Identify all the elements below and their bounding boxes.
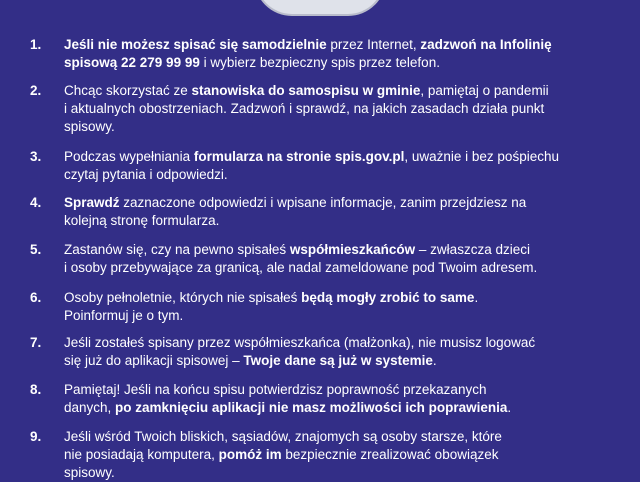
tip-number: 4. <box>30 195 42 210</box>
tip-line <box>64 54 614 72</box>
tip-item-1 <box>0 36 640 84</box>
tip-line <box>64 428 614 446</box>
tip-bold-segment: stanowiska do samospisu w gminie <box>191 83 421 98</box>
tip-text-segment: spisowy. <box>64 465 115 480</box>
tip-line <box>64 148 614 166</box>
tip-text-segment: Jeśli wśród Twoich bliskich, sąsiadów, znajomych są osoby starsze, które <box>64 429 502 444</box>
tip-bold-segment: Twoje dane są już w systemie <box>243 353 433 368</box>
tip-item-5 <box>0 241 640 289</box>
tip-line <box>64 259 614 277</box>
tip-text-segment: spisowy. <box>64 119 115 134</box>
tip-text-segment: Jeśli zostałeś spisany przez współmieszkańca (małżonka), nie musisz logować <box>64 335 536 350</box>
tip-text <box>64 334 614 370</box>
tip-text-segment: Chcąc skorzystać ze <box>64 83 192 98</box>
tip-bold-segment: będą mogły zrobić to same <box>301 290 475 305</box>
tip-line <box>64 307 614 325</box>
tip-text-segment: Poinformuj je o tym. <box>64 308 184 323</box>
tip-number: 5. <box>30 242 42 257</box>
tip-line <box>64 241 614 259</box>
tip-text-segment: nie posiadają komputera, <box>64 447 219 462</box>
tip-line <box>64 399 614 417</box>
tip-text-segment: kolejną stronę formularza. <box>64 213 220 228</box>
tip-line <box>64 36 614 54</box>
tip-line <box>64 212 614 230</box>
tip-number: 3. <box>30 149 42 164</box>
tip-bold-segment: spisową 22 279 99 99 <box>64 55 200 70</box>
tip-text-segment: danych, <box>64 400 116 415</box>
tip-item-3 <box>0 148 640 196</box>
tip-line <box>64 194 614 212</box>
tip-line <box>64 100 614 118</box>
tip-line <box>64 118 614 136</box>
tip-bold-segment: po zamknięciu aplikacji nie masz możliwości ich poprawienia <box>115 400 508 415</box>
tip-text-segment: się już do aplikacji spisowej – <box>64 353 244 368</box>
top-emblem <box>254 0 386 16</box>
tip-bold-segment: Sprawdź <box>64 195 120 210</box>
tip-text <box>64 148 614 184</box>
tip-number: 7. <box>30 335 42 350</box>
tip-line <box>64 289 614 307</box>
tip-bold-segment: pomóż im <box>218 447 282 462</box>
tip-text-segment: przez Internet, <box>326 37 421 52</box>
tip-text-segment: i aktualnych obostrzeniach. Zadzwoń i sprawdź, na jakich zasadach działa punkt <box>64 101 545 116</box>
tip-item-2 <box>0 82 640 134</box>
tip-number: 2. <box>30 83 42 98</box>
tip-number: 1. <box>30 37 42 52</box>
tip-line <box>64 352 614 370</box>
tip-text-segment: Osoby pełnoletnie, których nie spisałeś <box>64 290 302 305</box>
tip-item-7 <box>0 334 640 382</box>
tip-text <box>64 241 614 277</box>
tip-item-6 <box>0 289 640 337</box>
tip-text <box>64 82 614 136</box>
tip-text-segment: i osoby przebywające za granicą, ale nadal zameldowane pod Twoim adresem. <box>64 260 538 275</box>
tip-text-segment: . <box>432 353 437 368</box>
tip-line <box>64 446 614 464</box>
tip-line <box>64 334 614 352</box>
tip-text-segment: czytaj pytania i odpowiedzi. <box>64 167 228 182</box>
tip-text <box>64 36 614 72</box>
tip-text <box>64 289 614 325</box>
tip-text-segment: bezpiecznie zrealizować obowiązek <box>281 447 499 462</box>
tip-text <box>64 428 614 482</box>
tip-text <box>64 194 614 230</box>
tip-bold-segment: formularza na stronie spis.gov.pl <box>193 149 405 164</box>
tip-item-8 <box>0 381 640 429</box>
tip-text-segment: i wybierz bezpieczny spis przez telefon. <box>199 55 440 70</box>
tip-text-segment: , uważnie i bez pośpiechu <box>404 149 559 164</box>
tip-text-segment: . <box>474 290 479 305</box>
tip-bold-segment: Jeśli nie możesz spisać się samodzielnie <box>64 37 327 52</box>
tip-bold-segment: współmieszkańców <box>289 242 416 257</box>
tip-text-segment: Podczas wypełniania <box>64 149 194 164</box>
tip-bold-segment: zadzwoń na Infolinię <box>420 37 552 52</box>
tip-line <box>64 381 614 399</box>
tip-text-segment: , pamiętaj o pandemii <box>420 83 549 98</box>
tip-item-9 <box>0 428 640 480</box>
tip-line <box>64 82 614 100</box>
tip-text-segment: Zastanów się, czy na pewno spisałeś <box>64 242 290 257</box>
tip-number: 6. <box>30 290 42 305</box>
tip-text-segment: – zwłaszcza dzieci <box>415 242 530 257</box>
tip-line <box>64 464 614 482</box>
tip-item-4 <box>0 194 640 242</box>
tip-text-segment: Pamiętaj! Jeśli na końcu spisu potwierdzisz poprawność przekazanych <box>64 382 487 397</box>
tip-text-segment: . <box>507 400 512 415</box>
tip-text <box>64 381 614 417</box>
tip-number: 8. <box>30 382 42 397</box>
tip-number: 9. <box>30 429 42 444</box>
tip-line <box>64 166 614 184</box>
tip-text-segment: zaznaczone odpowiedzi i wpisane informacje, zanim przejdziesz na <box>119 195 527 210</box>
